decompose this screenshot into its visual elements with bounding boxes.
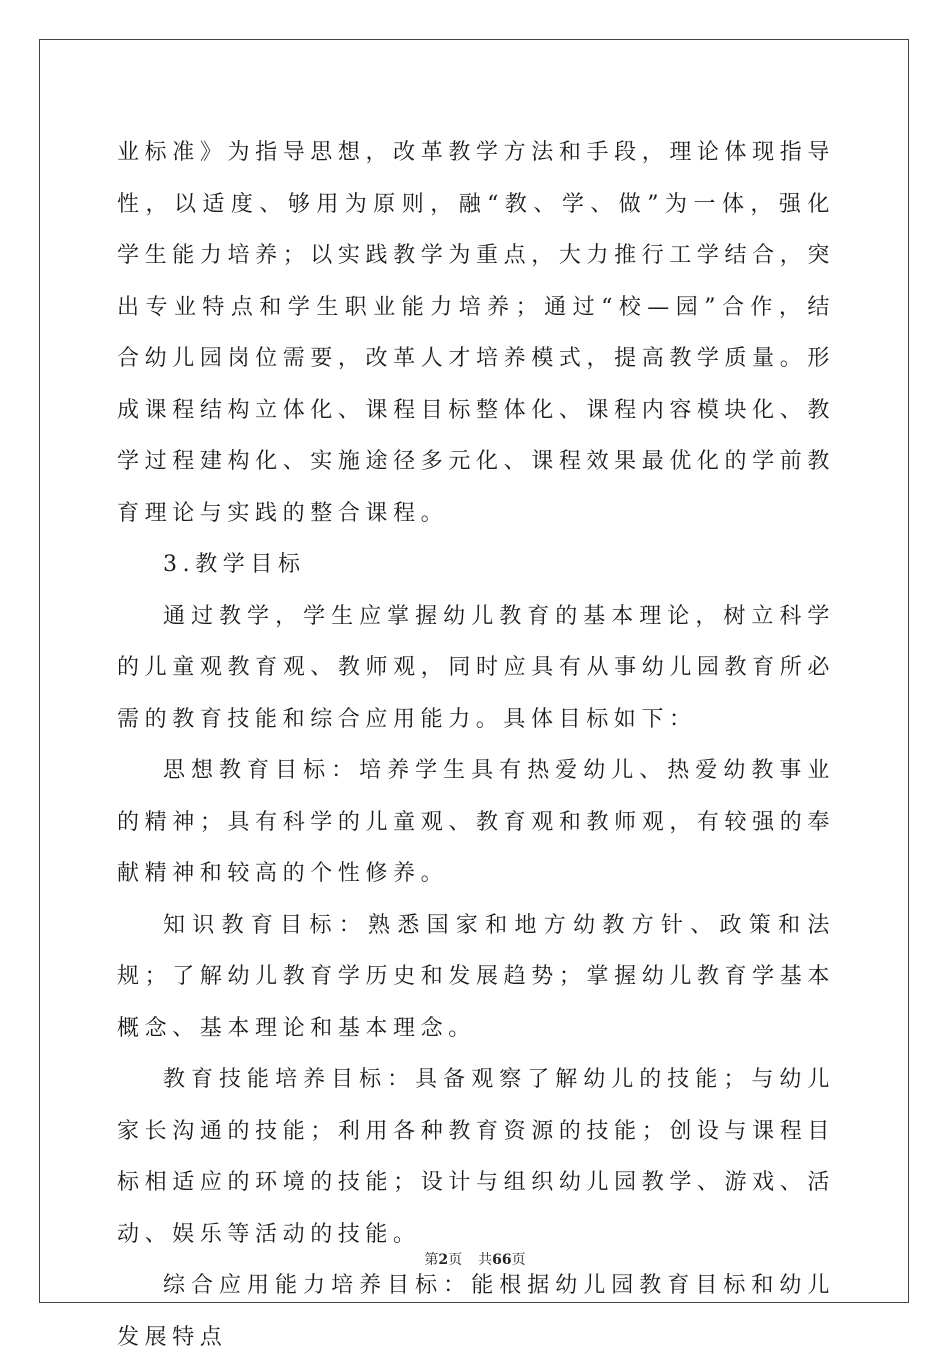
page-footer	[0, 1249, 950, 1269]
document-body	[117, 127, 835, 1363]
footer-total-prefix: 共	[478, 1252, 493, 1268]
paragraph-2: 通过教学，学生应掌握幼儿教育的基本理论，树立科学的儿童观教育观、教师观，同时应具有从事幼儿园教育所必需的教育技能和综合应用能力。具体目标如下：	[117, 603, 835, 732]
paragraph-5: 教育技能培养目标：具备观察了解幼儿的技能；与幼儿家长沟通的技能；利用各种教育资源的技能；创设与课程目标相适应的环境的技能；设计与组织幼儿园教学、游戏、活动、娱乐等活动的技能。	[117, 1067, 835, 1247]
footer-prefix: 第	[424, 1252, 439, 1268]
footer-page-word: 页	[448, 1252, 463, 1268]
section-heading-teaching-goals: 3.教学目标	[163, 552, 306, 577]
footer-total-suffix: 页	[511, 1252, 526, 1268]
paragraph-1: 业标准》为指导思想，改革教学方法和手段，理论体现指导性，以适度、够用为原则，融“教、学、做”为一体，强化学生能力培养；以实践教学为重点，大力推行工学结合，突出专业特点和学生职业能力培养；通过“校—园”合作，结合幼儿园岗位需要，改革人才培养模式，提高教学质量。形成课程结构立体化、课程目标整体化、课程内容模块化、教学过程建构化、实施途径多元化、课程效果最优化的学前教育理论与实践的整合课程。	[117, 140, 835, 526]
paragraph-6: 综合应用能力培养目标：能根据幼儿园教育目标和幼儿发展特点	[117, 1273, 835, 1350]
paragraph-4: 知识教育目标：熟悉国家和地方幼教方针、政策和法规；了解幼儿教育学历史和发展趋势；掌握幼儿教育学基本概念、基本理论和基本理念。	[117, 912, 835, 1041]
total-pages-number: 66	[492, 1252, 512, 1268]
current-page-number: 2	[438, 1252, 449, 1268]
paragraph-3: 思想教育目标：培养学生具有热爱幼儿、热爱幼教事业的精神；具有科学的儿童观、教育观和教师观，有较强的奉献精神和较高的个性修养。	[117, 758, 835, 886]
